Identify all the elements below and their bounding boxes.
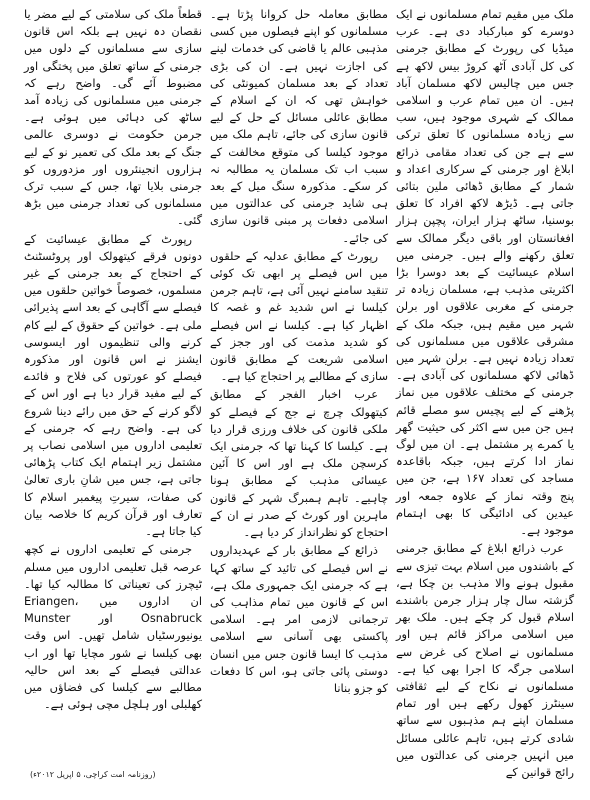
column-left [20,6,206,794]
paragraph: رپورٹ کے مطابق عیسائیت کے دونوں فرقے کیتھولک اور پروٹسٹنٹ کے احتجاج کے بعد جرمنی کے غیر مسلموں، خصوصاً خواتین حلقوں میں فیصلے سے آگاہی کے بعد اسے پذیرائی ملی ہے۔ خواتین کے حقوق کے لیے کام کرنے والی تنظیموں اور ایسوسی ایشنز نے اس قانون اور مذکورہ فیصلے کو عورتوں کی فلاح و فائدے کے لیے مفید قرار دیا ہے اور اس کے لاگو کرنے کے حق میں رائے دینا شروع کی ہے۔ واضح رہے کہ جرمنی کے تعلیمی اداروں میں اسلامی نصاب پر مشتمل زیر اہتمام ایک کتاب پڑھائی جاتی ہے، جس میں شانِ باری تعالیٰ کی صفات، سیرتِ پیغمبر اسلام کا تعارف اور قرآن کریم کا خلاصہ بیان کیا جاتا ہے۔ [24,231,202,539]
paragraph: ملک میں مقیم تمام مسلمانوں نے ایک دوسرے کو مبارکباد دی ہے۔ عرب میڈیا کی رپورٹ کے مطابق جرمنی کی کل آبادی آٹھ کروڑ بیس لاکھ ہے جس میں چالیس لاکھ مسلمان آباد ہیں۔ ان میں تمام عرب و اسلامی ممالک کے شہری موجود ہیں، سب سے زیادہ مسلمانوں کا تعلق ترکی سے ہے جن کی تعداد مقامی ذرائع ابلاغ اور جرمنی کے سرکاری اعداد و شمار کے مطابق ڈھائی ملین بتائی جاتی ہے۔ ڈیڑھ لاکھ افراد کا تعلق بوسنیا، ساٹھ ہزار ایران، پچپن ہزار افغانستان اور باقی دیگر ممالک سے تعلق رکھنے والے ہیں۔ جرمنی میں اسلام عیسائیت کے بعد دوسرا بڑا اکثریتی مذہب ہے، مسلمان زیادہ تر جرمنی کے مغربی علاقوں اور برلن شہر میں مقیم ہیں، جبکہ ملک کے مشرقی علاقوں میں مسلمانوں کی تعداد زیادہ نہیں ہے۔ برلن شہر میں ڈھائی لاکھ مسلمانوں کی آبادی ہے۔ جرمنی کے مختلف علاقوں میں نماز پڑھنے کے لیے پچیس سو مصلے قائم ہیں جن میں سے اکثر کی حیثیت گھر یا کمرے پر مشتمل ہے۔ ان میں لوگ نماز ادا کرتے ہیں، جبکہ باقاعدہ مساجد کی تعداد ۱۶۷ ہے، جن میں پنج وقتہ نماز کے علاوہ جمعہ اور عیدین کی ادائیگی کا بھی اہتمام موجود ہے۔ [396,7,574,538]
article-columns [12,6,578,794]
column-right [392,6,578,794]
paragraph: ذرائع کے مطابق بار کے عہدیداروں نے اس فیصلے کی تائید کے ساتھ کہا ہے کہ جرمنی ایک جمہوری ملک ہے، اس کے قانون میں تمام مذاہب کی ترجمانی لازمی امر ہے۔ اسلامی پاکستی بھی آسانی سے اسلامی مذہب کا ایسا قانون جس میں انسان دوستی پائی جاتی ہو، اس کا دفعات کو جزو بنانا [210,543,388,695]
column-middle [206,6,392,794]
source-citation: (روزنامہ امت کراچی، ۵ اپریل ۲۰۱۲ء) [30,770,156,779]
paragraph: عرب اخبار الفجر کے مطابق کیتھولک چرچ نے جج کے فیصلے کو ملکی قانون کی خلاف ورزی قرار دیا ہے۔ کیلسا کا کہنا تھا کہ جرمنی ایک کرسچن ملک ہے اور اس کا آئین عیسائی مذہب کے مطابق ہونا چاہیے۔ تاہم ہمبرگ شہر کے قانون ماہرین اور کورٹ کے صدر نے ان کے احتجاج کو نظرانداز کر دیا ہے۔ [210,387,388,540]
paragraph: مطابق معاملہ حل کروانا پڑتا ہے۔ مسلمانوں کو اپنے فیصلوں میں کسی مذہبی عالم یا قاضی کی خدمات لینے کی اجازت نہیں ہے۔ ان کی بڑی تعداد کے بعد مسلمان کمیونٹی کی خواہش تھی کہ ان کے اسلام کے مطابق عائلی مسائل کے حل کے لیے قانون سازی کی جائے، تاہم ملک میں موجود کیلسا کی متوقع مخالفت کے سبب اب تک مسلمان یہ مطالبہ نہ کر سکے۔ مذکورہ سنگ میل کے بعد ہی شاید جرمنی کی عدالتوں میں اسلامی دفعات پر مبنی قانون سازی کی جائے۔ [210,7,388,245]
paragraph: جرمنی کے تعلیمی اداروں نے کچھ عرصہ قبل تعلیمی اداروں میں مسلم ٹیچرز کی تعیناتی کا مطالبہ کیا تھا۔ ان اداروں میں Eriangen، Osnabruck اور Munster یونیورسٹیاں شامل تھیں۔ اس وقت بھی کیلسا نے شور مچایا تھا اور اب عدالتی فیصلے کے بعد اس حالیہ مطالبے سے کیلسا کی فضاؤں میں کھلبلی اور ہلچل مچی ہوئی ہے۔ [24,542,202,712]
paragraph: قطعاً ملک کی سلامتی کے لیے مضر یا نقصان دہ نہیں ہے بلکہ اس قانون سازی سے مسلمانوں کے دلوں میں جرمنی کے ساتھ تعلق میں پختگی اور مضبوط آئے گی۔ واضح رہے کہ جرمنی میں مسلمانوں کی زیادہ آمد ساٹھ کی دہائی میں ہوئی ہے۔ جرمن حکومت نے دوسری عالمی جنگ کے بعد ملک کی تعمیر نو کے لیے ہزاروں انجینئروں اور مزدوروں کو جرمنی بلایا تھا، جس کے سبب ترک مسلمانوں کی تعداد جرمنی میں بڑھ گئی۔ [24,7,202,228]
paragraph: رپورٹ کے مطابق عدلیہ کے حلقوں میں اس فیصلے پر ابھی تک کوئی تنقید سامنے نہیں آئی ہے، تاہم جرمن کیلسا نے اس شدید غم و غصہ کا اظہار کیا ہے۔ کیلسا نے اس فیصلے کو شدید مذمت کی اور ججز کے اسلامی شریعت کے مطابق قانون سازی کے مطالبے پر احتجاج کیا ہے۔ [210,248,388,384]
paragraph: عرب ذرائع ابلاغ کے مطابق جرمنی کے باشندوں میں اسلام بہت تیزی سے مقبول ہونے والا مذہب بن چکا ہے، گزشتہ سال چار ہزار جرمن باشندے اسلام قبول کر چکے ہیں۔ ملک بھر میں اسلامی مراکز قائم ہیں اور مسلمانوں نے اصلاح کی غرض سے اسلامی جرگہ کا اجرا بھی کیا ہے۔ مسلمانوں نے نکاح کے لیے ثقافتی سینٹرز کھول رکھے ہیں اور تمام مسلمان اپنے ہم مذہبوں سے ساتھ شادی کرتے ہیں، تاہم عائلی مسائل میں انہیں جرمنی کی عدالتوں میں رائج قوانین کے [396,541,574,779]
